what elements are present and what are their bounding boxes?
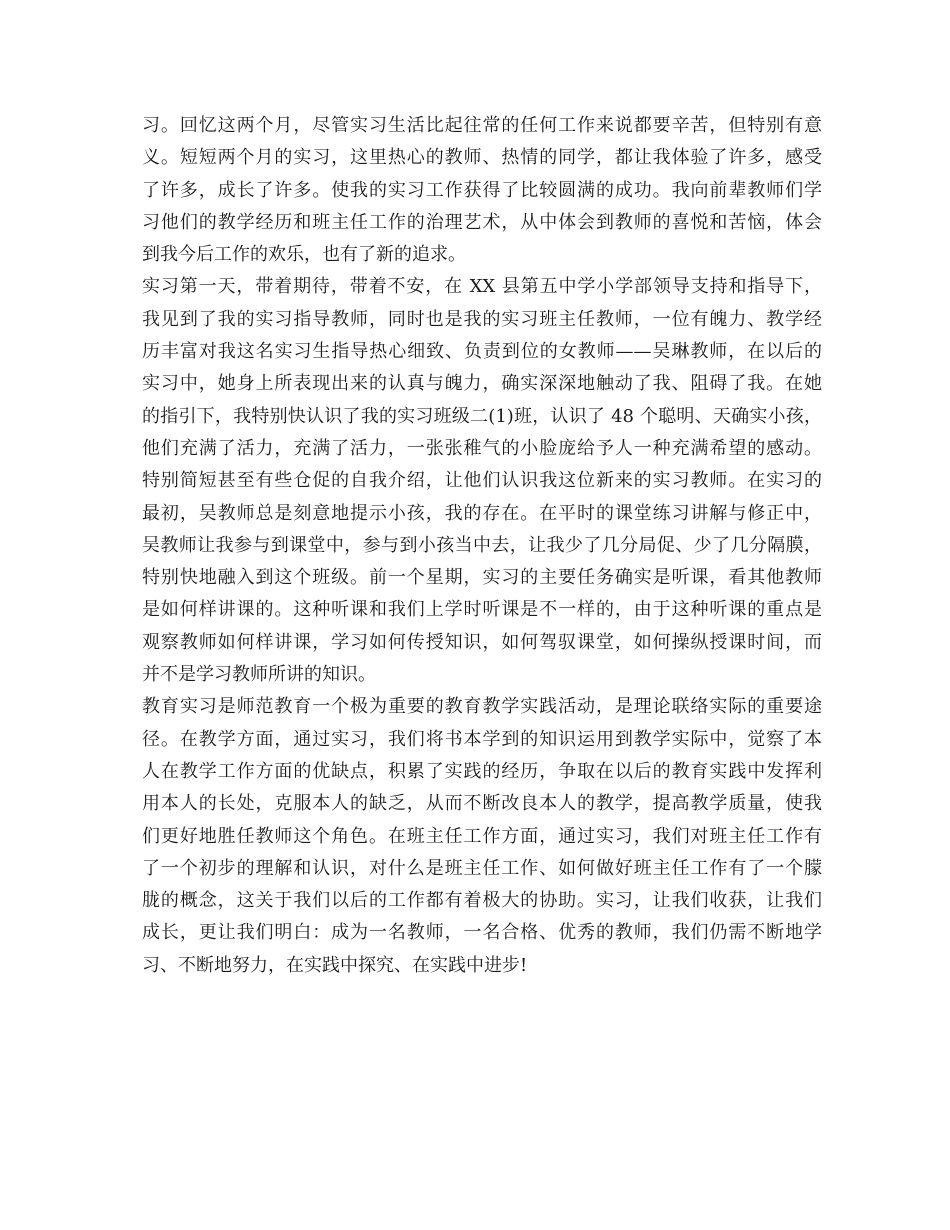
- text-line-2: 义。短短两个月的实习，这里热心的教师、热情的同学，都让我体验了许多，感受: [142, 147, 822, 169]
- document-page: [142, 110, 822, 982]
- text-line-5: 到我今后工作的欢乐，也有了新的追求。: [142, 244, 466, 266]
- text-line-22: 用本人的长处，克服本人的缺乏，从而不断改良本人的教学，提高教学质量，使我: [142, 793, 822, 815]
- text-line-9: 实习中，她身上所表现出来的认真与魄力，确实深深地触动了我、阻碍了我。在她: [142, 373, 822, 395]
- text-line-21: 人在教学工作方面的优缺点，积累了实践的经历，争取在以后的教育实践中发挥利: [142, 760, 822, 782]
- text-line-6: 实习第一天，带着期待，带着不安，在 XX 县第五中学小学部领导支持和指导下，: [142, 276, 822, 298]
- text-line-7: 我见到了我的实习指导教师，同时也是我的实习班主任教师，一位有魄力、教学经: [142, 308, 822, 330]
- text-line-15: 特别快地融入到这个班级。前一个星期，实习的主要任务确实是听课，看其他教师: [142, 567, 822, 589]
- text-line-27: 习、不断地努力，在实践中探究、在实践中进步!: [142, 954, 528, 976]
- text-line-1: 习。回忆这两个月，尽管实习生活比起往常的任何工作来说都要辛苦，但特别有意: [142, 115, 822, 136]
- text-line-4: 习他们的教学经历和班主任工作的治理艺术，从中体会到教师的喜悦和苦恼，体会: [142, 211, 822, 233]
- text-line-23: 们更好地胜任教师这个角色。在班主任工作方面，通过实习，我们对班主任工作有: [142, 825, 822, 847]
- text-line-18: 并不是学习教师所讲的知识。: [142, 664, 376, 686]
- text-line-17: 观察教师如何样讲课，学习如何传授知识，如何驾驭课堂，如何操纵授课时间，而: [142, 631, 822, 653]
- text-line-13: 最初，吴教师总是刻意地提示小孩，我的存在。在平时的课堂练习讲解与修正中，: [142, 502, 822, 524]
- text-line-12: 特别简短甚至有些仓促的自我介绍，让他们认识我这位新来的实习教师。在实习的: [142, 470, 822, 492]
- text-line-20: 径。在教学方面，通过实习，我们将书本学到的知识运用到教学实际中，觉察了本: [142, 728, 822, 750]
- text-line-24: 了一个初步的理解和认识，对什么是班主任工作、如何做好班主任工作有了一个朦: [142, 857, 822, 879]
- text-line-26: 成长，更让我们明白：成为一名教师，一名合格、优秀的教师，我们仍需不断地学: [142, 922, 822, 944]
- text-line-3: 了许多，成长了许多。使我的实习工作获得了比较圆满的成功。我向前辈教师们学: [142, 179, 822, 201]
- text-line-19: 教育实习是师范教育一个极为重要的教育教学实践活动，是理论联络实际的重要途: [142, 696, 822, 718]
- text-line-11: 他们充满了活力，充满了活力，一张张稚气的小脸庞给予人一种充满希望的感动。: [142, 437, 822, 459]
- text-line-14: 吴教师让我参与到课堂中，参与到小孩当中去，让我少了几分局促、少了几分隔膜，: [142, 534, 822, 556]
- text-line-16: 是如何样讲课的。这种听课和我们上学时听课是不一样的，由于这种听课的重点是: [142, 599, 822, 621]
- text-line-10: 的指引下，我特别快认识了我的实习班级二(1)班，认识了 48 个聪明、天确实小孩，: [142, 405, 822, 427]
- text-line-25: 胧的概念，这关于我们以后的工作都有着极大的协助。实习，让我们收获，让我们: [142, 890, 822, 912]
- text-line-8: 历丰富对我这名实习生指导热心细致、负责到位的女教师——吴琳教师，在以后的: [142, 341, 822, 363]
